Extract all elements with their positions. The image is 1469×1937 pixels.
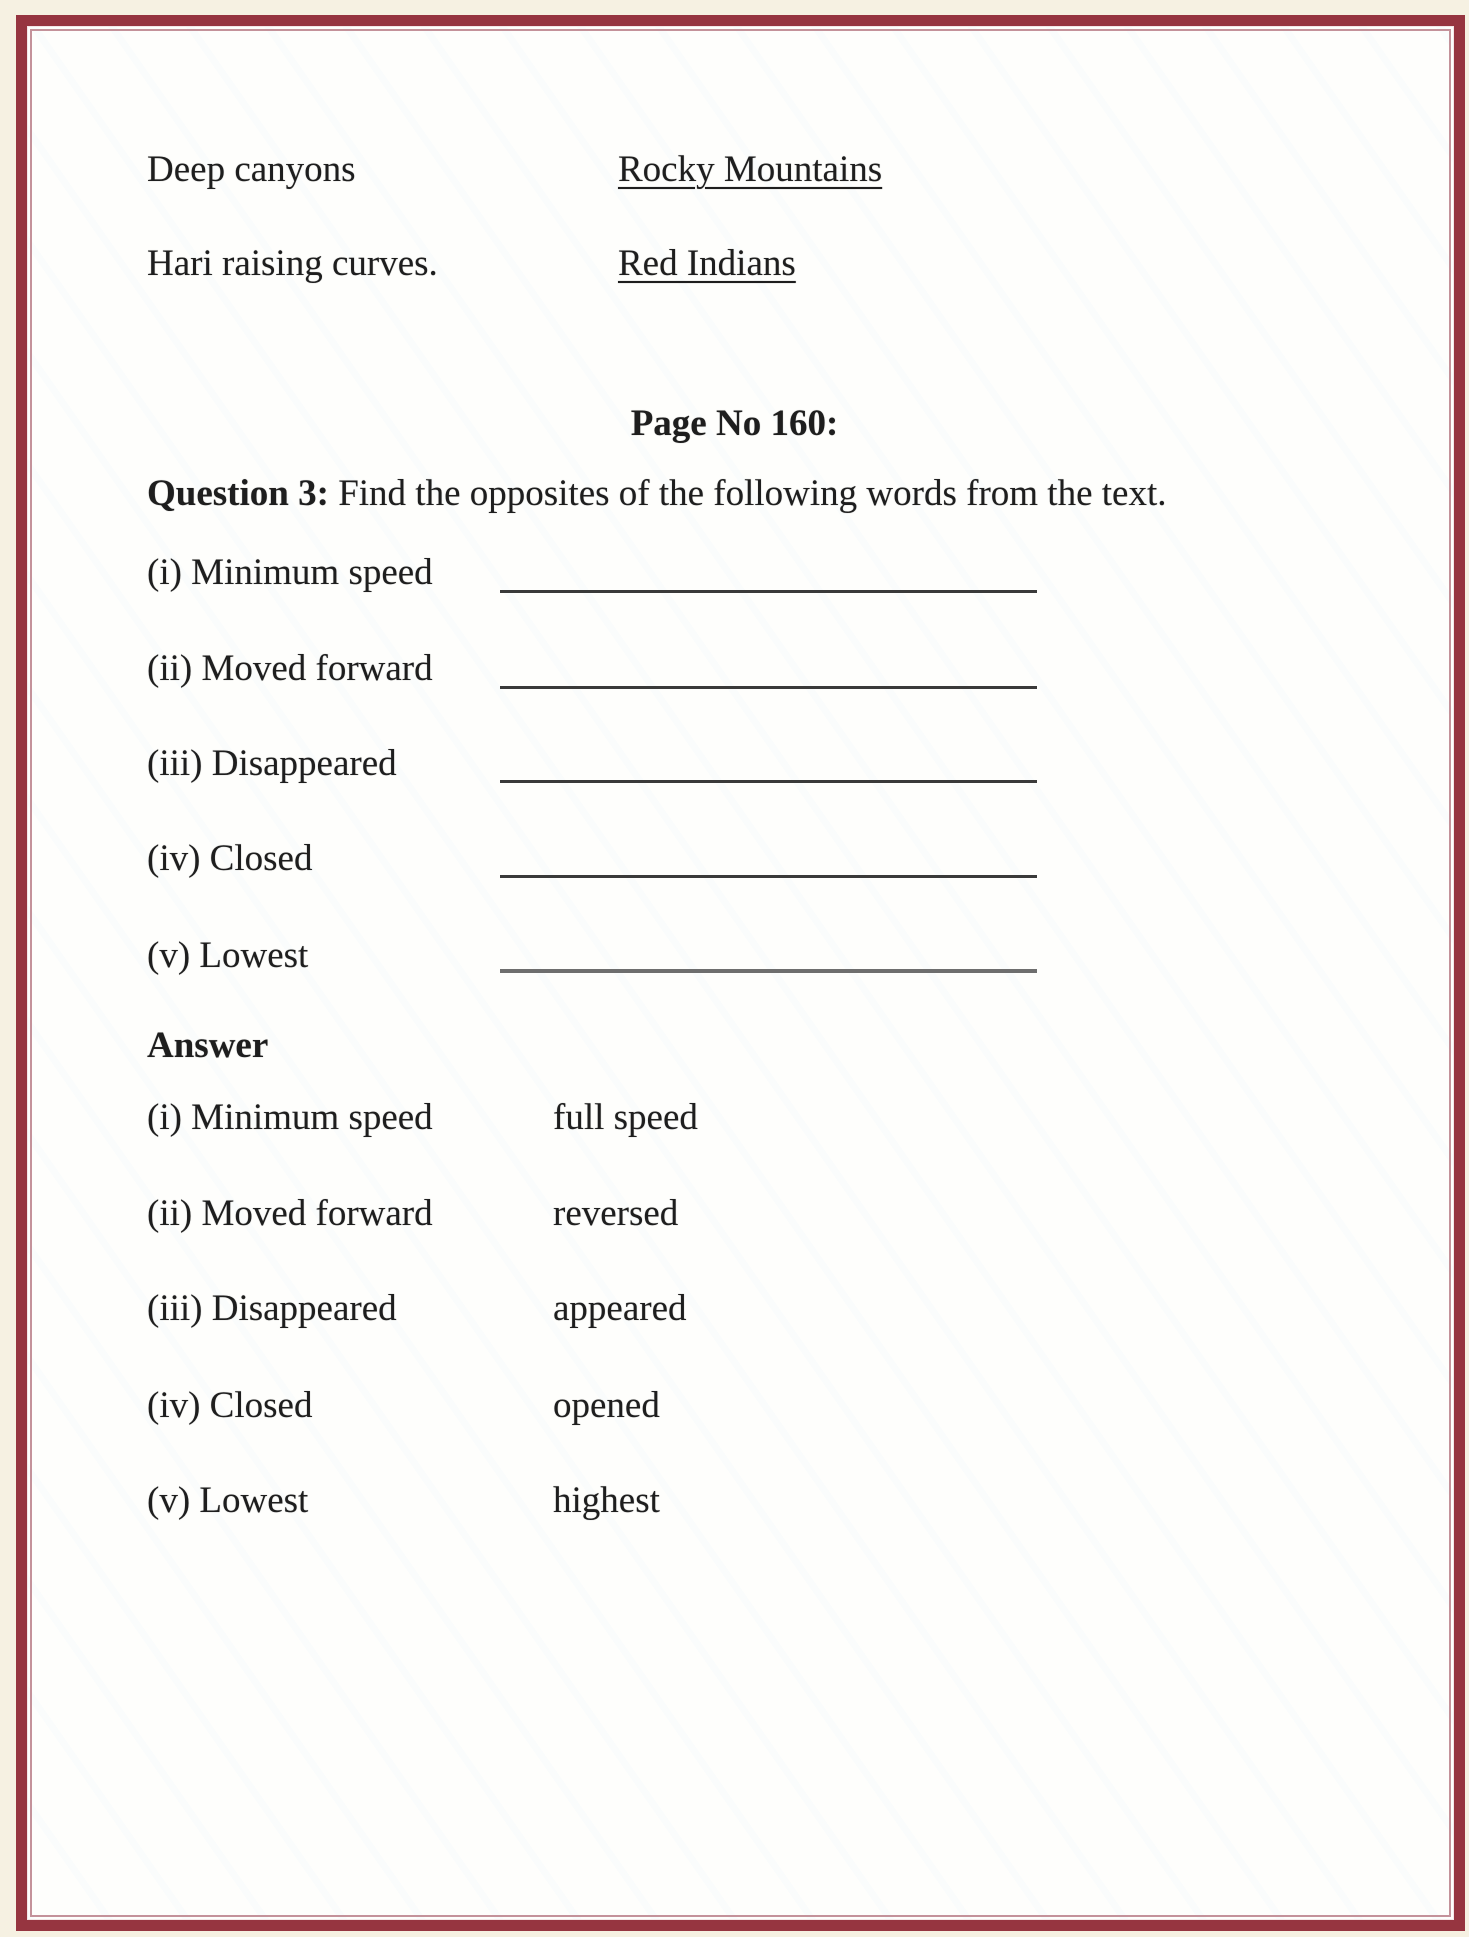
matching-answer: Red Indians [618, 243, 796, 284]
blank-write-in-line [500, 969, 1037, 973]
answer-word: (ii) Moved forward [147, 1193, 433, 1234]
question-item: (iii) Disappeared [147, 743, 397, 784]
matching-term: Deep canyons [147, 149, 356, 190]
answer-opposite: appeared [553, 1288, 687, 1329]
answer-word: (iii) Disappeared [147, 1288, 397, 1329]
matching-answer: Rocky Mountains [618, 149, 883, 190]
answer-opposite: reversed [553, 1193, 679, 1234]
answer-word: (iv) Closed [147, 1385, 313, 1426]
answer-opposite: opened [553, 1385, 660, 1426]
blank-write-in-line [500, 590, 1037, 593]
blank-write-in-line [500, 780, 1037, 783]
question-item: (i) Minimum speed [147, 552, 433, 593]
blank-write-in-line [500, 875, 1037, 878]
blank-write-in-line [500, 686, 1037, 689]
answer-opposite: highest [553, 1480, 660, 1521]
matching-term: Hari raising curves. [147, 243, 438, 284]
page-number-heading: Page No 160: [630, 403, 839, 444]
question-item: (iv) Closed [147, 838, 313, 879]
question-item: (v) Lowest [147, 935, 309, 976]
question-item: (ii) Moved forward [147, 648, 433, 689]
question-text: Find the opposites of the following words from the text. [328, 473, 1167, 514]
answer-opposite: full speed [553, 1097, 698, 1138]
question-line [147, 472, 1166, 516]
answer-word: (v) Lowest [147, 1480, 309, 1521]
answer-word: (i) Minimum speed [147, 1097, 433, 1138]
answer-heading: Answer [147, 1025, 269, 1066]
question-label: Question 3: [147, 473, 329, 514]
